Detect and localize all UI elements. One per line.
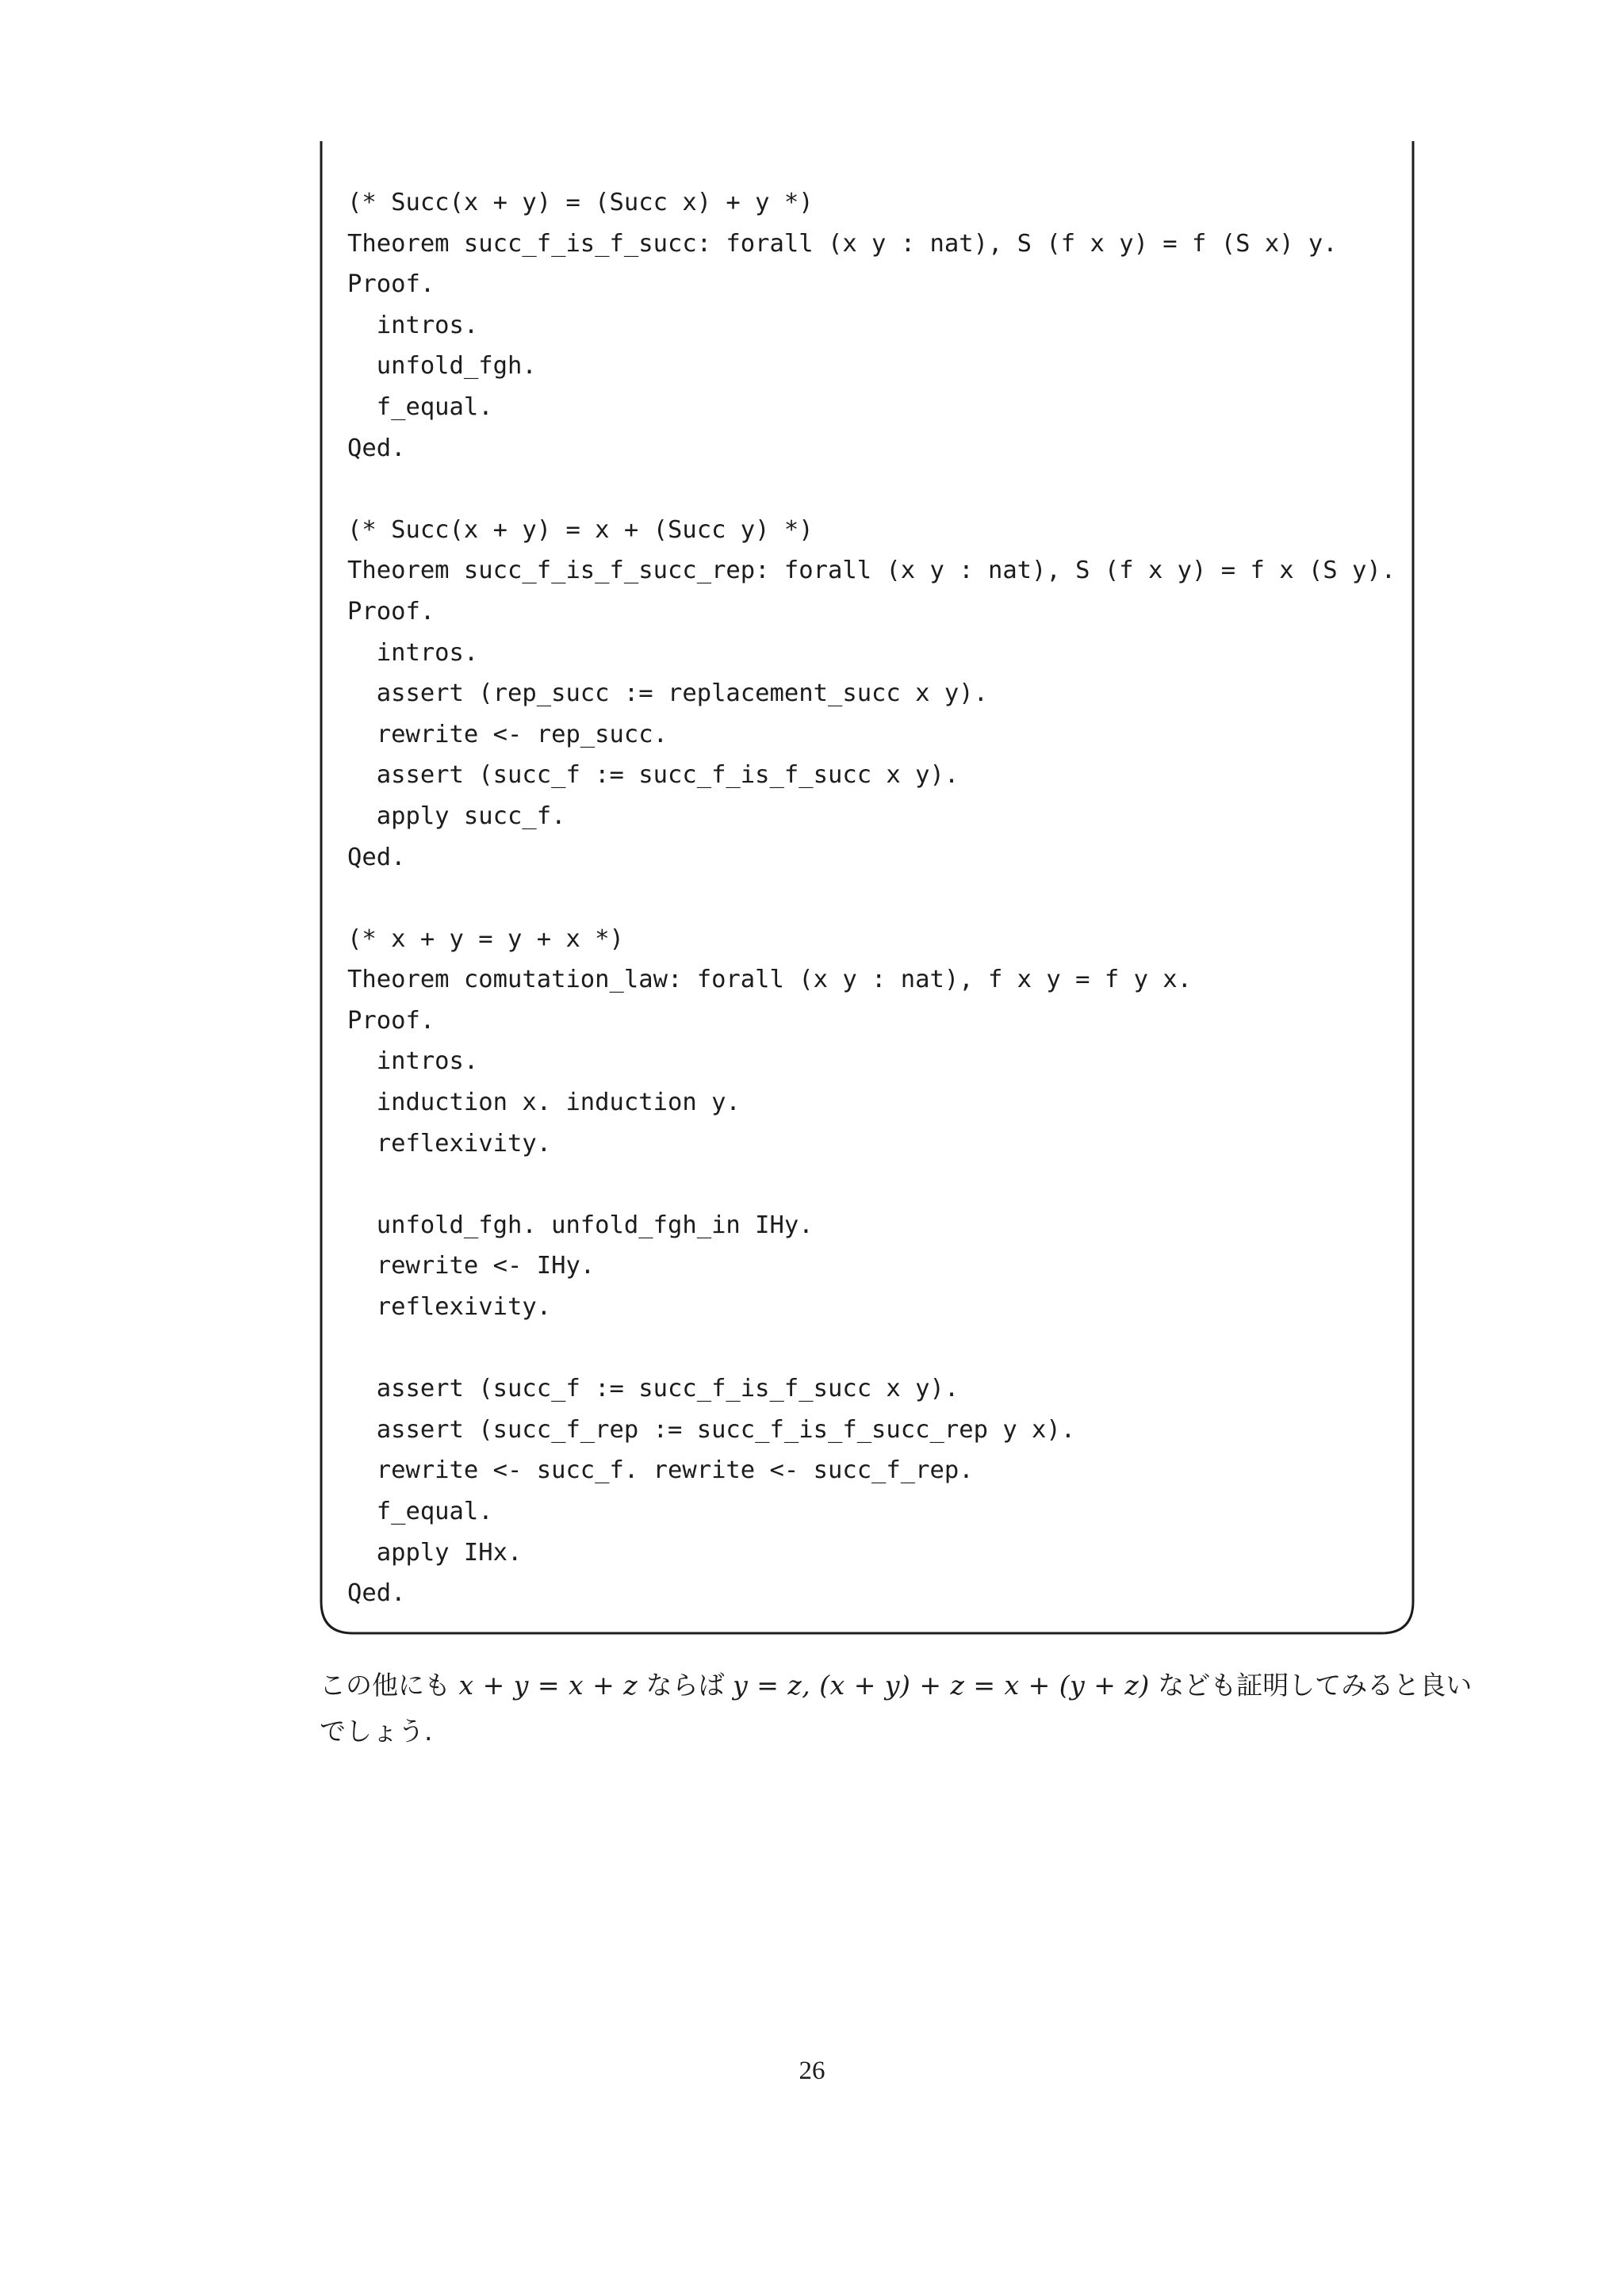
code-line	[347, 1164, 1396, 1205]
page-number: 26	[799, 2057, 825, 2085]
code-line: Qed.	[347, 843, 406, 871]
code-line: Theorem succ_f_is_f_succ: forall (x y : nat), S (f x y) = f (S x) y.	[347, 229, 1338, 258]
code-line: Qed.	[347, 1579, 406, 1608]
code-line: f_equal.	[347, 392, 493, 421]
code-line	[347, 469, 1396, 510]
text-segment: なども証明してみると良い	[1149, 1670, 1473, 1701]
code-line: assert (succ_f_rep := succ_f_is_f_succ_rep y x).	[347, 1415, 1076, 1444]
code-line: Proof.	[347, 597, 435, 626]
code-line: (* Succ(x + y) = (Succ x) + y *)	[347, 189, 814, 216]
code-line	[347, 1328, 1396, 1369]
code-line: assert (rep_succ := replacement_succ x y).	[347, 679, 988, 708]
code-line: Proof.	[347, 270, 435, 299]
body-paragraph	[320, 1663, 1473, 1755]
code-line: assert (succ_f := succ_f_is_f_succ x y).	[347, 761, 959, 790]
code-line: f_equal.	[347, 1498, 493, 1525]
code-lines	[347, 182, 1396, 1614]
code-line: rewrite <- IHy.	[347, 1252, 596, 1280]
code-line: (* x + y = y + x *)	[347, 924, 624, 953]
code-line: apply IHx.	[347, 1538, 523, 1567]
text-segment: ならば	[638, 1670, 733, 1701]
code-listing-frame	[319, 141, 1417, 1636]
code-line: unfold_fgh. unfold_fgh_in IHy.	[347, 1211, 814, 1239]
code-line	[347, 878, 1396, 919]
code-line: intros.	[347, 638, 479, 667]
paragraph-line-1	[320, 1663, 1473, 1709]
paragraph-line-2: でしょう.	[320, 1716, 433, 1747]
math-expression: y = z, (x + y) + z = x + (y + z)	[733, 1670, 1150, 1701]
code-line: Theorem succ_f_is_f_succ_rep: forall (x y : nat), S (f x y) = f x (S y).	[347, 557, 1396, 585]
code-line: intros.	[347, 1047, 479, 1076]
code-line: reflexivity.	[347, 1293, 552, 1322]
code-line: rewrite <- rep_succ.	[347, 720, 668, 748]
code-line: reflexivity.	[347, 1129, 552, 1158]
code-line: unfold_fgh.	[347, 352, 537, 381]
code-line: Proof.	[347, 1006, 435, 1035]
text-segment: この他にも	[320, 1670, 459, 1701]
code-line: induction x. induction y.	[347, 1089, 741, 1117]
code-line: (* Succ(x + y) = x + (Succ y) *)	[347, 515, 814, 544]
code-line: apply succ_f.	[347, 802, 566, 830]
code-line: Theorem comutation_law: forall (x y : nat), f x y = f y x.	[347, 966, 1193, 994]
math-expression: x + y = x + z	[458, 1670, 638, 1701]
code-line: Qed.	[347, 434, 406, 462]
code-line: assert (succ_f := succ_f_is_f_succ x y).	[347, 1375, 959, 1403]
code-line: intros.	[347, 311, 479, 339]
code-line: rewrite <- succ_f. rewrite <- succ_f_rep.	[347, 1456, 974, 1485]
